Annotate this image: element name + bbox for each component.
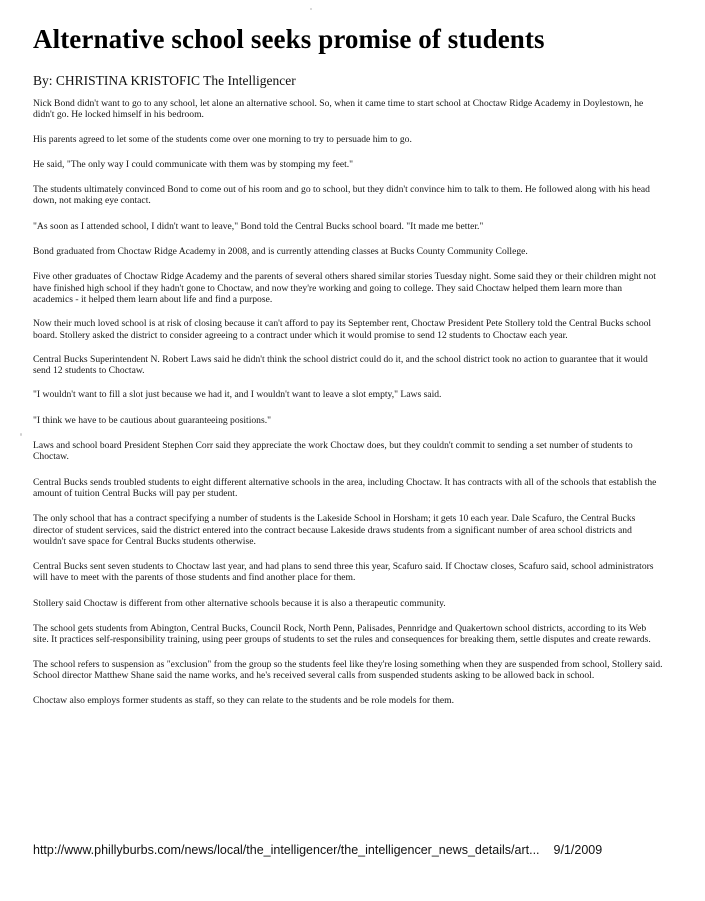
paragraph: The students ultimately convinced Bond to come out of his room and go to school, but they didn't convince him to talk to them. He followed along with his head down, not making eye contact. (33, 184, 650, 207)
scan-speck (310, 8, 312, 10)
paragraph: "As soon as I attended school, I didn't want to leave," Bond told the Central Bucks school board. "It made me better." (33, 220, 484, 232)
paragraph: Five other graduates of Choctaw Ridge Academy and the parents of several others shared similar stories Tuesday night. Some said they or their children might not have finished high school if they hadn't gone to Choctaw, and now they're working and going to college. They said Choctaw helped them learn more than academics - it helped them learn about life and find a purpose. (33, 271, 656, 305)
paragraph: He said, "The only way I could communicate with them was by stomping my feet." (33, 158, 354, 170)
paragraph: His parents agreed to let some of the students come over one morning to try to persuade him to go. (33, 133, 412, 145)
paragraph: The school gets students from Abington, Central Bucks, Council Rock, North Penn, Palisades, Pennridge and Quakertown school districts, according to its Web site. It practices self-responsibility training, using peer groups of students to set the rules and consequences for breaking them, settle disputes and create rewards. (33, 623, 651, 646)
print-date: 9/1/2009 (553, 843, 603, 857)
paragraph: Laws and school board President Stephen Corr said they appreciate the work Choctaw does, but they couldn't commit to sending a set number of students to Choctaw. (33, 440, 633, 463)
paragraph: Central Bucks sends troubled students to eight different alternative schools in the area, including Choctaw. It has contracts with all of the schools that establish the amount of tuition Central Bucks will pay per student. (33, 476, 657, 499)
paragraph: Nick Bond didn't want to go to any school, let alone an alternative school. So, when it came time to start school at Choctaw Ridge Academy in Doylestown, he didn't go. He locked himself in his bedroom. (33, 98, 644, 121)
paragraph: The school refers to suspension as "exclusion" from the group so the students feel like they're losing something when they are suspended from school, Stollery said. School director Matthew Shane said the name works, and he's received several calls from suspended students asking to be allowed back in school. (33, 658, 663, 681)
source-url[interactable]: http://www.phillyburbs.com/news/local/the_intelligencer/the_intelligencer_news_details/art... (33, 843, 540, 857)
paragraph: Central Bucks sent seven students to Choctaw last year, and had plans to send three this year, Scafuro said. If Choctaw closes, Scafuro said, school administrators will have to meet with the parents of those students and find another place for them. (33, 561, 654, 584)
article-byline: By: CHRISTINA KRISTOFIC The Intelligencer (33, 73, 296, 88)
paragraph: Stollery said Choctaw is different from other alternative schools because it is also a therapeutic community. (33, 597, 446, 609)
paragraph: Central Bucks Superintendent N. Robert Laws said he didn't think the school district could do it, and the school district took no action to guarantee that it would send 12 students to Choctaw. (33, 353, 648, 377)
paragraph: Now their much loved school is at risk of closing because it can't afford to pay its September rent, Choctaw President Pete Stollery told the Central Bucks school board. Stollery asked the district to consider agreeing to a contract under which it would promise to send 12 students to Choctaw each year. (33, 318, 652, 341)
paragraph: Choctaw also employs former students as staff, so they can relate to the students and be role models for them. (33, 695, 455, 707)
page-footer (33, 843, 663, 857)
scan-speck (20, 433, 22, 436)
paragraph: Bond graduated from Choctaw Ridge Academy in 2008, and is currently attending classes at Bucks County Community College. (33, 246, 528, 258)
article-headline: Alternative school seeks promise of students (33, 24, 545, 54)
paragraph: The only school that has a contract specifying a number of students is the Lakeside School in Horsham; it gets 10 each year. Dale Scafuro, the Central Bucks director of student services, said the district entered into the contract because Lakeside draws students from a significant number of area school districts and wouldn't save space for Central Bucks students otherwise. (33, 513, 636, 547)
paragraph: "I think we have to be cautious about guaranteeing positions." (33, 414, 272, 426)
article-body (33, 98, 663, 707)
paragraph: "I wouldn't want to fill a slot just because we had it, and I wouldn't want to leave a slot empty," Laws said. (33, 389, 442, 401)
